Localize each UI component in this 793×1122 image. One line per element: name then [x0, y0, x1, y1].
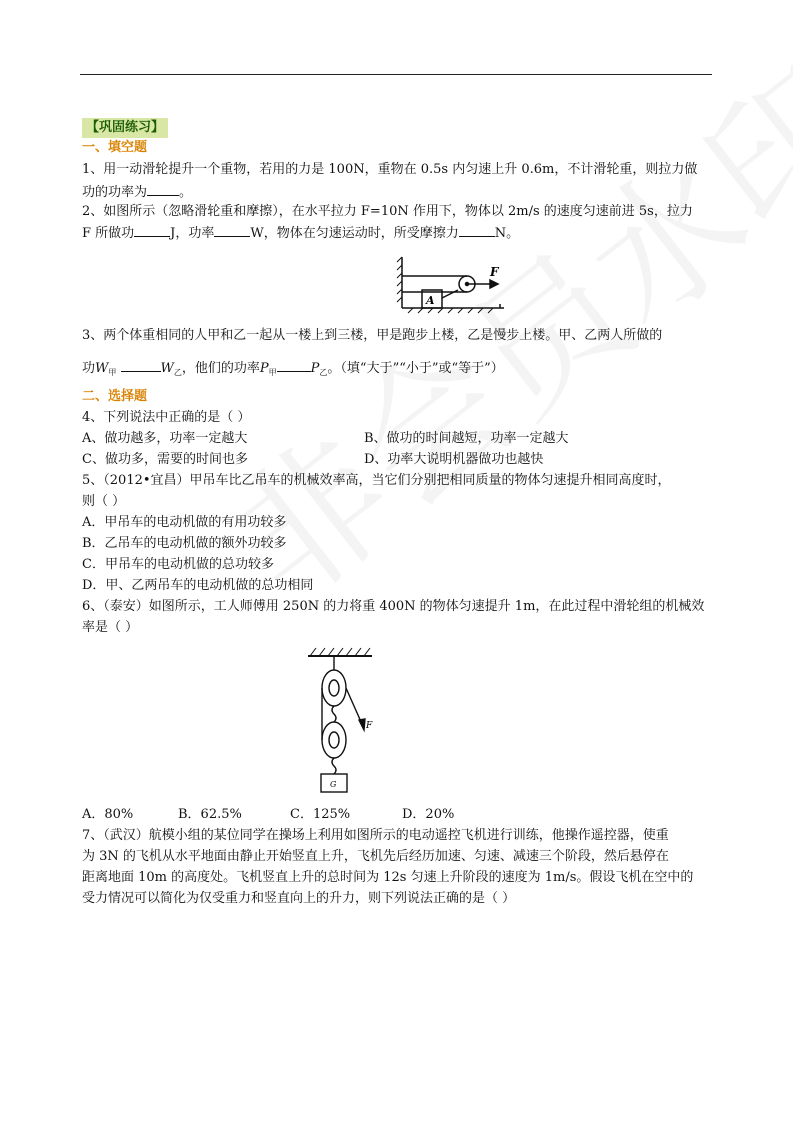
q6-pulley-system-figure	[306, 644, 382, 794]
q1-line1: 1、用一动滑轮提升一个重物，若用的力是 100N，重物在 0.5s 内匀速上升 0.6m，不计滑轮重，则拉力做	[82, 162, 698, 177]
section-badge: 【巩固练习】	[82, 118, 168, 138]
q6-fig-hook-1	[332, 706, 336, 722]
q2-line2	[82, 222, 519, 244]
q3-blank-power[interactable]	[277, 357, 311, 372]
q2-blank-power[interactable]	[214, 222, 250, 237]
q4-option-c[interactable]: C、做功多，需要的时间也多	[82, 452, 248, 467]
q2-text-d: N。	[494, 226, 520, 241]
q5-line1: 5、（2012•宜昌）甲吊车比乙吊车的机械效率高，当它们分别把相同质量的物体匀速提升相同高度时，	[82, 473, 671, 488]
q3-blank-work[interactable]	[121, 357, 161, 372]
q2-blank-friction[interactable]	[459, 222, 495, 237]
q4-option-b[interactable]: B、做功的时间越短，功率一定越大	[364, 431, 569, 446]
q2-text-c: W，物体在匀速运动时，所受摩擦力	[250, 226, 459, 241]
q3-symbol-w-yi: W	[160, 361, 174, 376]
q2-text-a: F 所做功	[82, 226, 135, 241]
q5-line2: 则（ ）	[82, 494, 126, 509]
q3-line2	[82, 357, 504, 383]
q2-blank-work[interactable]	[134, 222, 170, 237]
q3-text-c: ，他们的功率	[181, 361, 260, 376]
q3-sub-yi: 乙	[173, 368, 182, 377]
section-choice-heading: 二、选择题	[82, 389, 148, 404]
q6-option-c[interactable]: C．125%	[290, 807, 351, 822]
q6-fig-pull-rope	[346, 688, 362, 724]
q4-option-a[interactable]: A、做功越多，功率一定越大	[82, 431, 248, 446]
header-rule	[80, 74, 712, 75]
q6-fig-movable-pulley	[322, 722, 346, 758]
q4-option-d[interactable]: D、功率大说明机器做功也越快	[364, 452, 544, 467]
q2-fig-arrowhead	[490, 280, 498, 288]
q3-text-a: 功	[82, 361, 96, 376]
q2-text-b: J，功率	[170, 226, 215, 241]
q6-fig-label-G: G	[330, 780, 337, 789]
q7-line1: 7、（武汉）航模小组的某位同学在操场上利用如图所示的电动遥控飞机进行训练，他操作遥控器，使重	[82, 828, 669, 843]
q2-fig-label-F: F	[490, 265, 499, 279]
q1-text-a: 功的功率为	[82, 185, 148, 200]
q3-symbol-p-yi: P	[310, 361, 320, 376]
q7-line3: 距离地面 10m 的高度处。飞机竖直上升的总时间为 12s 匀速上升阶段的速度为 1m/s。假设飞机在空中的	[82, 870, 694, 885]
q6-option-b[interactable]: B．62.5%	[178, 807, 242, 822]
q1-text-b: 。	[179, 185, 193, 200]
q3-sub-jia-2: 甲	[268, 368, 277, 377]
q4-stem: 4、下列说法中正确的是（ ）	[82, 410, 251, 425]
q3-symbol-p-jia: P	[259, 361, 269, 376]
q3-symbol-w-jia: W	[95, 361, 109, 376]
q6-option-a[interactable]: A．80%	[82, 807, 134, 822]
q6-fig-hatch	[310, 648, 370, 656]
q3-text-e: 。（填“大于”“小于”或“等于”）	[327, 361, 504, 376]
q1-line2	[82, 181, 192, 203]
q2-fig-hatch	[397, 257, 493, 313]
q3-line1: 3、两个体重相同的人甲和乙一起从一楼上到三楼，甲是跑步上楼，乙是慢步上楼。甲、乙两人所做的	[82, 328, 663, 343]
q6-line2: 率是（ ）	[82, 620, 139, 635]
q3-sub-yi-2: 乙	[319, 368, 328, 377]
q6-fig-hook-2	[332, 758, 336, 774]
q5-option-b[interactable]: B．乙吊车的电动机做的额外功较多	[82, 536, 287, 551]
q3-sub-jia: 甲	[108, 368, 117, 377]
q5-option-d[interactable]: D．甲、乙两吊车的电动机做的总功相同	[82, 578, 314, 593]
q2-line1: 2、如图所示（忽略滑轮重和摩擦），在水平拉力 F=10N 作用下，物体以 2m/s 的速度匀速前进 5s，拉力	[82, 204, 693, 219]
section-fill-heading: 一、填空题	[82, 140, 148, 155]
q6-fig-fixed-pulley	[322, 670, 346, 706]
q1-blank[interactable]	[147, 181, 179, 196]
q6-line1: 6、（泰安）如图所示，工人师傅用 250N 的力将重 400N 的物体匀速提升 1m，在此过程中滑轮组的机械效	[82, 599, 705, 614]
q2-fig-label-A: A	[426, 294, 435, 307]
q5-option-c[interactable]: C．甲吊车的电动机做的总功较多	[82, 557, 274, 572]
q2-pulley-figure	[396, 254, 508, 314]
q2-fig-hook	[442, 290, 458, 298]
q6-fig-label-F: F	[366, 721, 373, 731]
q7-line2: 为 3N 的飞机从水平地面由静止开始竖直上升，飞机先后经历加速、匀速、减速三个阶段，然后悬停在	[82, 849, 669, 864]
q6-option-d[interactable]: D．20%	[402, 807, 455, 822]
q7-line4: 受力情况可以简化为仅受重力和竖直向上的升力，则下列说法正确的是（ ）	[82, 891, 516, 906]
q5-option-a[interactable]: A．甲吊车的电动机做的有用功较多	[82, 515, 287, 530]
